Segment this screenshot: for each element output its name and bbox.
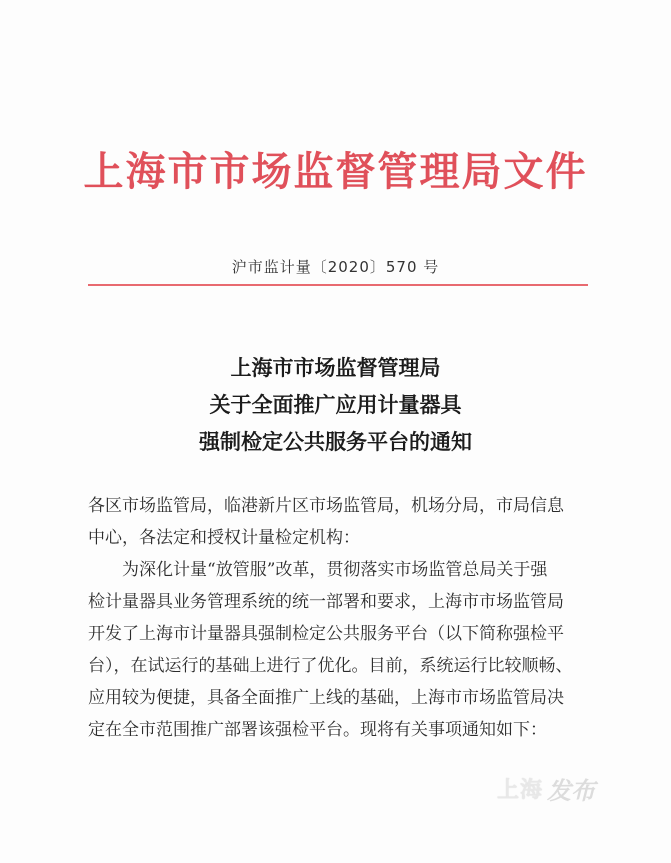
notice-title-line: 强制检定公共服务平台的通知 (199, 430, 472, 454)
paragraph-line: 检计量器具业务管理系统的统一部署和要求，上海市市场监管局 (88, 592, 564, 612)
watermark-script: 发布 (547, 775, 596, 805)
paragraph-line: 定在全市范围推广部署该强检平台。现将有关事项通知如下： (88, 720, 547, 740)
notice-title (0, 350, 671, 461)
agency-document-header: 上海市市场监督管理局文件 (83, 148, 588, 195)
notice-body (88, 490, 588, 746)
red-divider-line (88, 284, 588, 286)
paragraph-line: 应用较为便捷，具备全面推广上线的基础，上海市市场监管局决 (88, 688, 564, 708)
watermark-logo (497, 768, 607, 808)
addressee-line: 各区市场监管局，临港新片区市场监管局，机场分局，市局信息 (88, 496, 564, 516)
paragraph-line: 开发了上海市计量器具强制检定公共服务平台（以下简称强检平 (88, 624, 564, 644)
watermark-text: 上海 (497, 777, 544, 803)
addressee-line: 中心，各法定和授权计量检定机构： (88, 528, 360, 548)
notice-title-line: 上海市市场监督管理局 (230, 356, 441, 380)
paragraph-line: 为深化计量“放管服”改革，贯彻落实市场监管总局关于强 (122, 560, 548, 580)
paragraph-line: 台），在试运行的基础上进行了优化。目前，系统运行比较顺畅、 (88, 656, 573, 676)
notice-title-line: 关于全面推广应用计量器具 (209, 393, 462, 417)
document-number: 沪市监计量〔2020〕570 号 (231, 258, 440, 276)
